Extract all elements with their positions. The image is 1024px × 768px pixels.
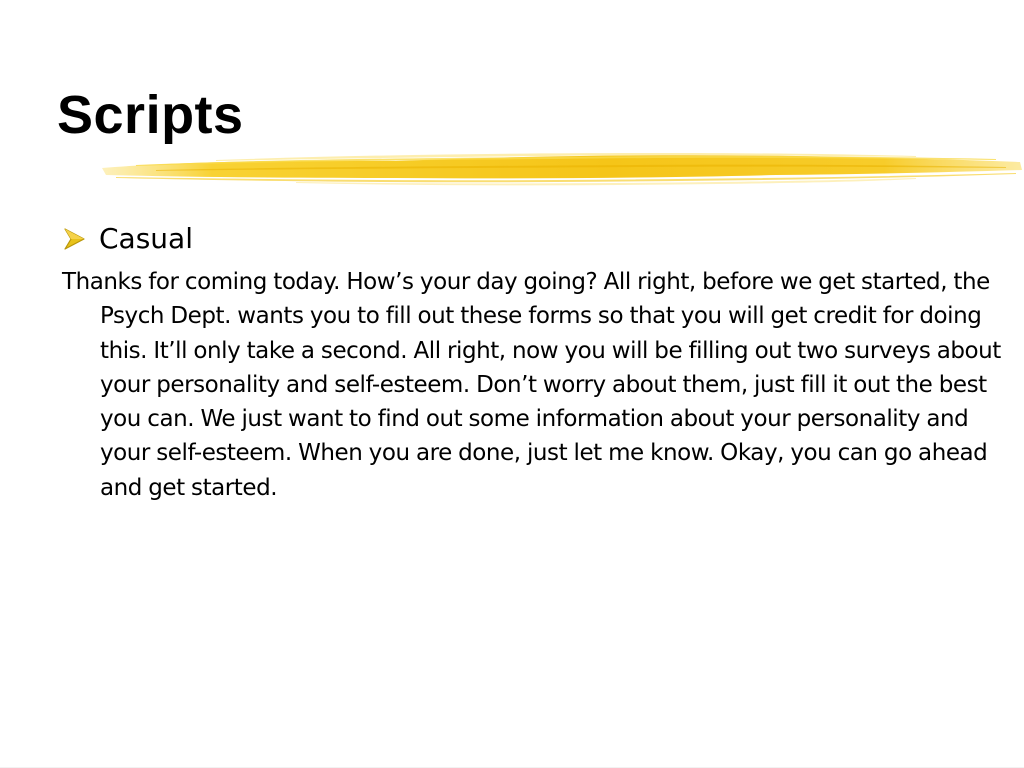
arrow-bullet-icon [62, 227, 88, 251]
bullet-item-casual [62, 220, 193, 258]
bullet-label: Casual [99, 222, 193, 255]
slide-title: Scripts [57, 85, 244, 145]
title-brush-underline [96, 148, 1024, 192]
script-body-text: Thanks for coming today. How’s your day going? All right, before we get started, the Psych Dept. wants you to fill out these forms so that you will get credit for doing this. It’ll only take a second. All right, now you will be filling out two surveys about your personality and self-esteem. Don’t worry about them, just fill it out the best you can. We just want to find out some information about your personality and your self-esteem. When you are done, just let me know. Okay, you can go ahead and get started. [62, 269, 1001, 501]
